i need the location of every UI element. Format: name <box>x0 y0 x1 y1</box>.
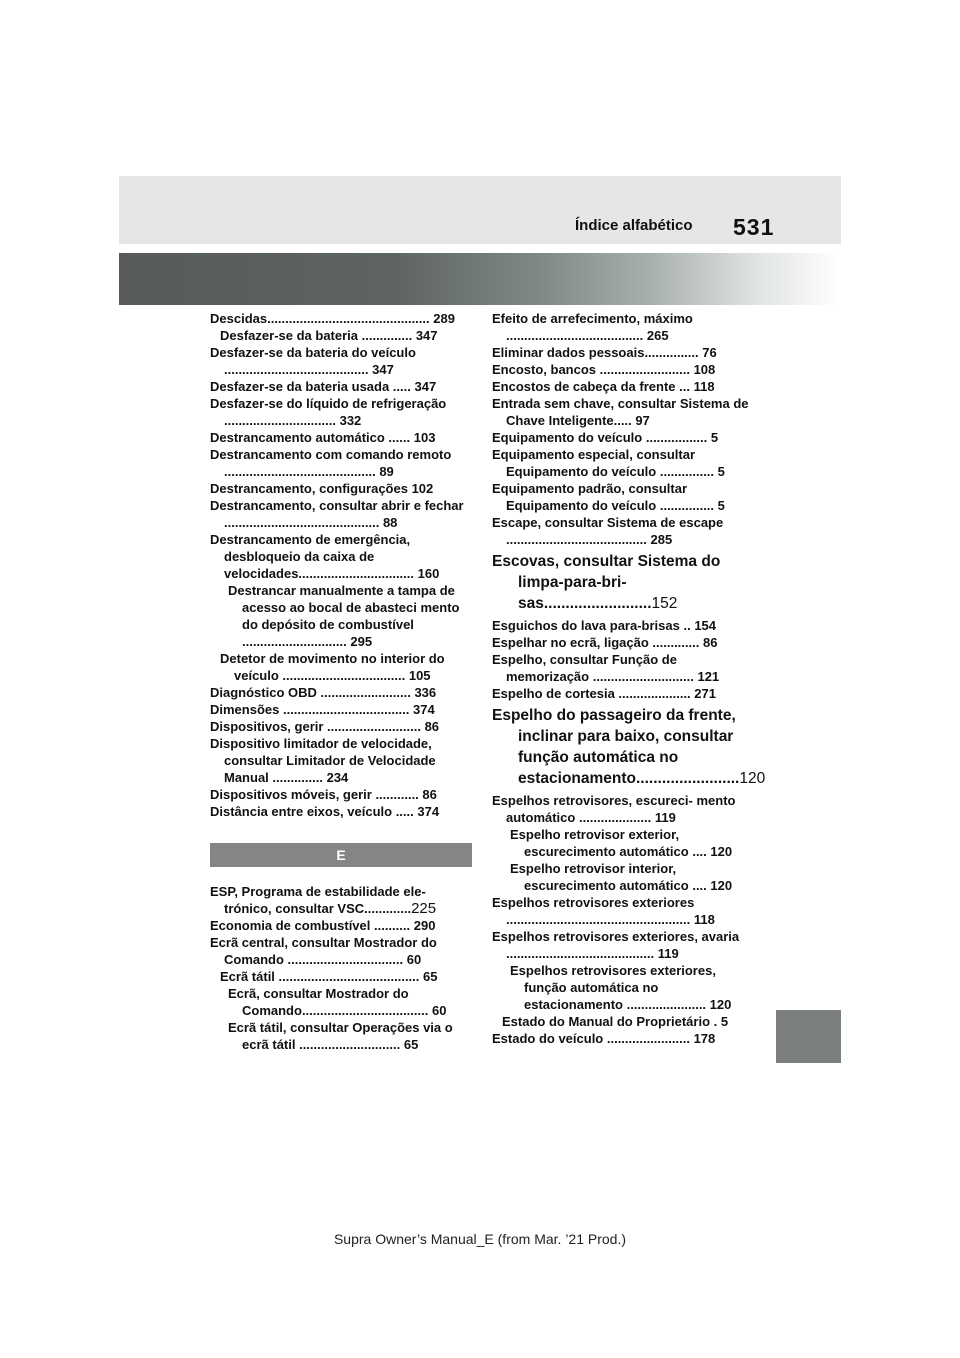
index-entry <box>492 514 754 548</box>
index-entries-d <box>210 310 472 820</box>
index-entry-text: Destrancamento de emergência, desbloqueio da caixa de velocidades................................ <box>210 532 415 581</box>
index-entry-page: 5 <box>717 498 725 513</box>
index-entry-text: Espelhos retrovisores exteriores, avaria ......................................... <box>492 929 740 961</box>
index-entry <box>492 705 766 789</box>
index-entry-page: 108 <box>693 362 716 377</box>
index-entry <box>492 634 754 651</box>
index-column-left <box>210 310 472 1053</box>
index-entry-page: 347 <box>415 328 438 343</box>
page-number: 531 <box>733 214 775 240</box>
index-entry-page: 102 <box>411 481 434 496</box>
index-entry-page: 289 <box>433 311 455 326</box>
index-entry-text: Ecrã, consultar Mostrador do Comando................................... <box>228 986 429 1018</box>
index-entry-page: 178 <box>693 1031 716 1046</box>
index-entry-page: 295 <box>350 634 373 649</box>
index-entry <box>492 651 754 685</box>
index-entry-text: Espelho retrovisor interior, escurecimento automático .... <box>510 861 707 893</box>
index-entry-page: 60 <box>431 1003 447 1018</box>
index-entry-page: 86 <box>424 719 440 734</box>
index-entry <box>210 480 472 497</box>
chapter-side-tab <box>776 1010 841 1063</box>
index-entry-text: Espelho retrovisor exterior, escurecimento automático .... <box>510 827 707 859</box>
index-entry-text: Desfazer-se da bateria .............. <box>220 328 413 343</box>
index-entry <box>210 497 472 531</box>
index-entry <box>492 429 754 446</box>
index-entry <box>210 446 472 480</box>
index-entry-page: 5 <box>717 464 725 479</box>
index-entry <box>492 551 754 614</box>
index-entry <box>492 310 754 344</box>
index-entry-page: 5 <box>710 430 719 445</box>
index-entry-text: Destrancamento, consultar abrir e fechar ........................................... <box>210 498 464 530</box>
index-entry-text: Dimensões ................................... <box>210 702 410 717</box>
index-entry-text: Encosto, bancos ......................... <box>492 362 690 377</box>
index-entry-text: Dispositivo limitador de velocidade, consultar Limitador de Velocidade Manual .............. <box>210 736 436 785</box>
index-entry-text: Dispositivos móveis, gerir ............ <box>210 787 419 802</box>
index-entry-text: Ecrã tátil, consultar Operações via o ecrã tátil ............................ <box>228 1020 453 1052</box>
index-entry <box>210 803 472 820</box>
index-entry-page: 265 <box>646 328 669 343</box>
index-entry-page: 118 <box>693 912 715 927</box>
index-entry-text: Espelho de cortesia .................... <box>492 686 691 701</box>
index-entry-page: 97 <box>635 413 650 428</box>
index-entry-text: Espelhar no ecrã, ligação ............. <box>492 635 700 650</box>
index-entry-text: Encostos de cabeça da frente ... <box>492 379 690 394</box>
index-entry <box>492 446 754 480</box>
index-entry <box>210 429 472 446</box>
index-entry-page: 374 <box>417 804 440 819</box>
index-entry <box>492 792 754 826</box>
index-entry-page: 65 <box>423 969 438 984</box>
index-entry-page: 332 <box>339 413 362 428</box>
index-entry <box>210 718 472 735</box>
index-entry-page: 76 <box>702 345 717 360</box>
index-entry-page: 152 <box>651 595 678 612</box>
index-entry-page: 347 <box>372 362 394 377</box>
index-entry-text: ESP, Programa de estabilidade ele- trónico, consultar VSC............. <box>210 884 426 916</box>
index-entry <box>210 582 472 650</box>
index-entry-page: 65 <box>403 1037 419 1052</box>
index-entry-text: Eliminar dados pessoais............... <box>492 345 699 360</box>
index-entry-text: Equipamento padrão, consultar Equipamento do veículo ............... <box>492 481 715 513</box>
letter-heading-e: E <box>210 843 472 867</box>
index-entry-page: 120 <box>709 997 732 1012</box>
index-entry-page: 154 <box>694 618 717 633</box>
index-entry <box>210 531 472 582</box>
index-entry <box>210 395 472 429</box>
index-entry <box>492 928 754 962</box>
index-entry-page: 119 <box>654 810 676 825</box>
index-entry-text: Descidas............................................. <box>210 311 430 326</box>
index-entry <box>210 735 472 786</box>
index-entry <box>492 826 754 860</box>
index-entry-text: Ecrã tátil ....................................... <box>220 969 420 984</box>
index-entry-page: 234 <box>326 770 349 785</box>
index-entry <box>492 361 754 378</box>
index-entry-page: 374 <box>413 702 435 717</box>
index-entry <box>492 480 754 514</box>
index-entry <box>210 786 472 803</box>
index-entry-text: Diagnóstico OBD ......................... <box>210 685 411 700</box>
index-entry <box>492 395 754 429</box>
index-entry-page: 5 <box>720 1014 729 1029</box>
index-entry <box>210 701 472 718</box>
index-entry-page: 88 <box>382 515 398 530</box>
index-entry <box>210 883 472 917</box>
index-entry-page: 118 <box>693 379 715 394</box>
index-entry <box>492 1013 754 1030</box>
index-entry-page: 120 <box>710 878 733 893</box>
index-entry-text: Economia de combustível .......... <box>210 918 411 933</box>
index-entry-page: 89 <box>379 464 394 479</box>
index-entry <box>210 684 472 701</box>
index-entry-text: Escape, consultar Sistema de escape ....................................... <box>492 515 724 547</box>
index-entry-text: Dispositivos, gerir .......................... <box>210 719 421 734</box>
index-entry-page: 121 <box>697 669 720 684</box>
index-entry <box>210 378 472 395</box>
index-entry-text: Destrancamento, configurações <box>210 481 408 496</box>
index-entry <box>492 378 754 395</box>
index-entry-page: 336 <box>414 685 437 700</box>
index-entry-text: Destrancamento automático ...... <box>210 430 411 445</box>
index-entry-text: Distância entre eixos, veículo ..... <box>210 804 414 819</box>
index-entry <box>492 617 754 634</box>
index-entry-text: Escovas, consultar Sistema do limpa-para-bri- sas......................... <box>492 553 721 612</box>
index-entry-text: Espelhos retrovisores exteriores, função automática no estacionamento ...................... <box>510 963 716 1012</box>
index-entry-text: Estado do Manual do Proprietário . <box>502 1014 718 1029</box>
index-entry-text: Desfazer-se do líquido de refrigeração ............................... <box>210 396 447 428</box>
index-entry-page: 347 <box>414 379 437 394</box>
index-entry-page: 60 <box>406 952 422 967</box>
index-entry-page: 160 <box>417 566 440 581</box>
index-entry <box>210 327 472 344</box>
index-entry <box>210 650 472 684</box>
index-entry <box>210 934 472 968</box>
index-entry-text: Esguichos do lava para-brisas .. <box>492 618 691 633</box>
index-entry-text: Desfazer-se da bateria do veículo ........................................ <box>210 345 416 377</box>
index-column-right <box>492 310 766 1047</box>
index-entry-page: 120 <box>710 844 733 859</box>
index-entry-text: Espelho, consultar Função de memorização ............................ <box>492 652 694 684</box>
index-entry-text: Equipamento do veículo ................. <box>492 430 708 445</box>
index-entry-text: Espelhos retrovisores, escureci- mento automático .................... <box>492 793 736 825</box>
index-entry <box>210 985 472 1019</box>
index-entry-page: 225 <box>411 900 437 917</box>
index-entry-page: 271 <box>694 686 716 701</box>
index-entry-text: Estado do veículo ....................... <box>492 1031 690 1046</box>
index-entry <box>492 685 754 702</box>
footer-manual-title: Supra Owner’s Manual_E (from Mar. ’21 Prod.) <box>333 1231 627 1247</box>
index-entry <box>210 310 472 327</box>
index-entry-text: Destrancar manualmente a tampa de acesso ao bocal de abasteci mento do depósito de combustível ............................. <box>228 583 460 649</box>
index-entry <box>210 968 472 985</box>
index-entry-page: 285 <box>650 532 673 547</box>
index-entry <box>492 860 754 894</box>
index-entry-page: 86 <box>422 787 437 802</box>
index-entry <box>492 962 754 1013</box>
index-entry-page: 105 <box>408 668 431 683</box>
index-entry-text: Ecrã central, consultar Mostrador do Comando ................................ <box>210 935 437 967</box>
index-entry <box>210 917 472 934</box>
index-entry <box>210 344 472 378</box>
index-entry <box>492 344 754 361</box>
index-entry-page: 290 <box>413 918 436 933</box>
index-entry-text: Espelhos retrovisores exteriores ................................................... <box>492 895 695 927</box>
index-entries-e-continued <box>492 310 766 1047</box>
index-entry-text: Detetor de movimento no interior do veículo .................................. <box>220 651 445 683</box>
index-entry-text: Equipamento especial, consultar Equipamento do veículo ............... <box>492 447 715 479</box>
index-entry <box>492 1030 754 1047</box>
index-entry-page: 119 <box>657 946 679 961</box>
index-entry-text: Desfazer-se da bateria usada ..... <box>210 379 411 394</box>
chapter-gradient-band <box>119 253 841 305</box>
index-entry-page: 120 <box>739 770 766 787</box>
index-entries-e <box>210 883 472 1053</box>
index-entry-text: Efeito de arrefecimento, máximo ...................................... <box>492 311 693 343</box>
index-entry-page: 86 <box>702 635 718 650</box>
index-entry <box>210 1019 472 1053</box>
index-entry <box>492 894 754 928</box>
index-entry-text: Espelho do passageiro da frente, inclinar para baixo, consultar função automática no estacionamento........................ <box>492 707 740 787</box>
index-entry-text: Entrada sem chave, consultar Sistema de Chave Inteligente..... <box>492 396 749 428</box>
section-title: Índice alfabético <box>575 217 693 234</box>
index-entry-page: 103 <box>413 430 436 445</box>
index-entry-text: Destrancamento com comando remoto .......................................... <box>210 447 452 479</box>
